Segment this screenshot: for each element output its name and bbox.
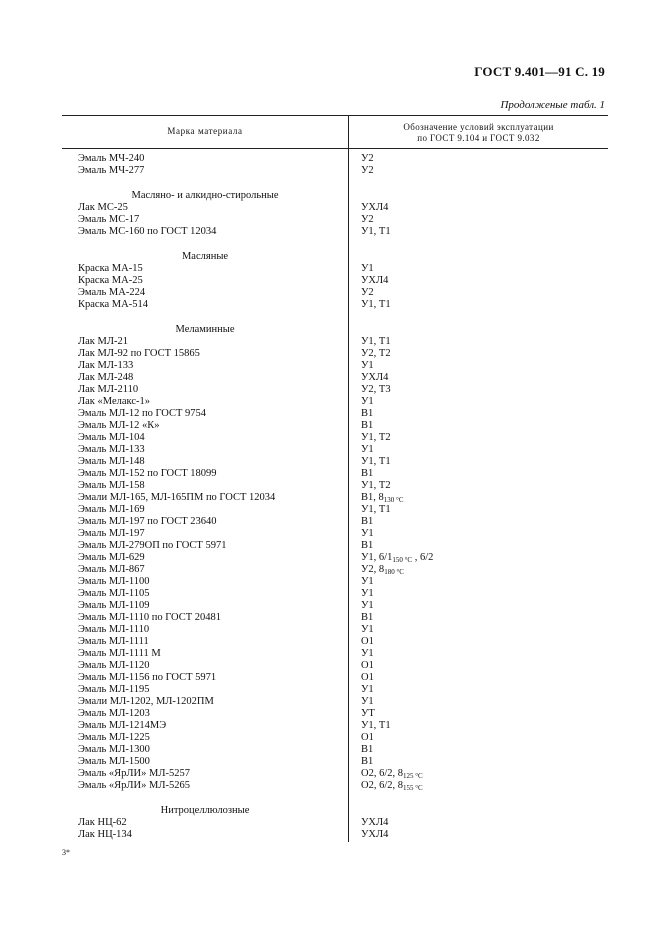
material-name: Эмали МЛ-1202, МЛ-1202ПМ xyxy=(78,696,214,707)
condition-code xyxy=(361,720,391,732)
condition-code-text: В1 xyxy=(361,420,374,431)
condition-code xyxy=(361,480,391,492)
condition-code xyxy=(361,263,374,275)
condition-code xyxy=(361,336,391,348)
table-row xyxy=(62,564,608,576)
material-name: Эмаль МЛ-1300 xyxy=(78,744,150,755)
table-row xyxy=(62,287,608,299)
condition-code xyxy=(361,420,373,432)
material-name: Эмаль МЛ-1111 xyxy=(78,636,149,647)
section-heading-text: Масляно- и алкидно-стирольные xyxy=(131,190,279,201)
condition-code xyxy=(361,744,373,756)
condition-code-text: УТ xyxy=(361,708,375,719)
condition-code-text: У1 xyxy=(361,684,374,695)
material-name: Краска МА-514 xyxy=(78,299,148,310)
condition-code xyxy=(361,432,391,444)
material-name: Эмаль МЛ-1110 по ГОСТ 20481 xyxy=(78,612,222,623)
section-heading xyxy=(62,189,608,202)
condition-code-text: У2, 8 xyxy=(361,564,385,575)
material-name: Эмаль МЛ-1156 по ГОСТ 5971 xyxy=(78,672,217,683)
table-row xyxy=(62,732,608,744)
condition-code-text: В1 xyxy=(361,540,374,551)
material-name: Лак МС-25 xyxy=(78,202,128,213)
condition-code xyxy=(361,708,375,720)
material-name: Эмаль МЛ-148 xyxy=(78,456,145,467)
table-row xyxy=(62,275,608,287)
condition-code xyxy=(361,672,374,684)
table-row xyxy=(62,504,608,516)
material-name: Эмаль МЛ-158 xyxy=(78,480,145,491)
row-spacer xyxy=(62,311,608,323)
table-header-rule xyxy=(62,148,608,149)
material-name: Эмаль МЛ-1195 xyxy=(78,684,150,695)
condition-code xyxy=(361,444,374,456)
table-top-rule xyxy=(62,115,608,116)
material-name: Эмаль МЧ-277 xyxy=(78,165,145,176)
condition-code xyxy=(361,588,374,600)
condition-code-text: У1 xyxy=(361,588,374,599)
condition-code-text: У1 xyxy=(361,360,374,371)
material-name: Эмаль МС-17 xyxy=(78,214,140,225)
table-row xyxy=(62,576,608,588)
condition-code-text: УХЛ4 xyxy=(361,202,389,213)
condition-code xyxy=(361,829,388,841)
material-name: Эмаль «ЯрЛИ» МЛ-5257 xyxy=(78,768,190,779)
condition-code-text: У2 xyxy=(361,287,374,298)
material-name: Лак МЛ-248 xyxy=(78,372,134,383)
condition-code xyxy=(361,516,373,528)
table-row xyxy=(62,768,608,780)
table-row xyxy=(62,360,608,372)
table-row xyxy=(62,468,608,480)
table-row xyxy=(62,153,608,165)
condition-code xyxy=(361,287,374,299)
material-name: Лак МЛ-133 xyxy=(78,360,134,371)
condition-code-text: У2 xyxy=(361,153,374,164)
table-body xyxy=(62,153,608,841)
material-name: Эмаль МЛ-867 xyxy=(78,564,145,575)
table-row xyxy=(62,432,608,444)
table-row xyxy=(62,444,608,456)
section-heading-text: Меламинные xyxy=(175,324,235,335)
section-heading xyxy=(62,323,608,336)
condition-code xyxy=(361,456,391,468)
condition-code-text: О1 xyxy=(361,672,374,683)
condition-code xyxy=(361,468,373,480)
table-row xyxy=(62,829,608,841)
condition-temperature-subscript: 180 °С xyxy=(384,568,404,576)
condition-code xyxy=(361,492,403,504)
condition-code xyxy=(361,648,374,660)
material-name: Лак НЦ-134 xyxy=(78,829,132,840)
table-row xyxy=(62,336,608,348)
column-header-conditions-line2: по ГОСТ 9.104 и ГОСТ 9.032 xyxy=(417,133,540,143)
material-name: Эмаль МЛ-1105 xyxy=(78,588,150,599)
material-name: Эмаль МЛ-1203 xyxy=(78,708,150,719)
table-row xyxy=(62,696,608,708)
table-continuation-label: Продолженые табл. 1 xyxy=(500,99,605,111)
condition-code-text: О1 xyxy=(361,660,374,671)
column-header-conditions xyxy=(349,122,608,144)
table-row xyxy=(62,263,608,275)
condition-temperature-subscript: 155 °С xyxy=(403,784,423,792)
condition-code-text: У1, Т1 xyxy=(361,336,391,347)
condition-code-text: У1, Т2 xyxy=(361,480,391,491)
condition-code-text: В1 xyxy=(361,408,374,419)
condition-code-text: У1, Т1 xyxy=(361,226,391,237)
material-name: Эмаль МЛ-279ОП по ГОСТ 5971 xyxy=(78,540,227,551)
condition-code-text: УХЛ4 xyxy=(361,372,389,383)
condition-code-text: У1 xyxy=(361,576,374,587)
column-header-conditions-line1: Обозначение условий эксплуатации xyxy=(403,122,554,132)
condition-code-text: У1, Т1 xyxy=(361,299,391,310)
condition-code-text: УХЛ4 xyxy=(361,829,389,840)
condition-code xyxy=(361,780,423,792)
condition-code xyxy=(361,372,388,384)
condition-code xyxy=(361,202,388,214)
table-row xyxy=(62,660,608,672)
table-row xyxy=(62,202,608,214)
condition-code-text: О2, 6/2, 8 xyxy=(361,780,403,791)
table-row xyxy=(62,672,608,684)
condition-code-text: У1 xyxy=(361,528,374,539)
material-name: Лак МЛ-21 xyxy=(78,336,128,347)
condition-temperature-subscript: 125 °С xyxy=(403,772,423,780)
condition-code xyxy=(361,564,404,576)
condition-code xyxy=(361,817,388,829)
material-name: Эмаль МЛ-1109 xyxy=(78,600,150,611)
material-name: Эмаль МЛ-104 xyxy=(78,432,145,443)
material-name: Эмали МЛ-165, МЛ-165ПМ по ГОСТ 12034 xyxy=(78,492,276,503)
condition-code-text: В1 xyxy=(361,756,374,767)
condition-code-text: У2 xyxy=(361,165,374,176)
section-heading-text: Нитроцеллюлозные xyxy=(160,805,250,816)
condition-code-text: В1, 8 xyxy=(361,492,384,503)
condition-code xyxy=(361,528,374,540)
condition-code xyxy=(361,624,374,636)
page-footnote-mark: 3* xyxy=(62,848,70,857)
table-row xyxy=(62,408,608,420)
condition-code-text: УХЛ4 xyxy=(361,817,389,828)
condition-code xyxy=(361,396,374,408)
table-row xyxy=(62,648,608,660)
condition-code-text: УХЛ4 xyxy=(361,275,389,286)
condition-code xyxy=(361,684,374,696)
table-row xyxy=(62,708,608,720)
condition-code-text: У1, Т1 xyxy=(361,720,391,731)
condition-code-text: В1 xyxy=(361,612,374,623)
condition-code xyxy=(361,275,388,287)
material-name: Лак НЦ-62 xyxy=(78,817,127,828)
material-name: Эмаль МЛ-1120 xyxy=(78,660,150,671)
material-name: Краска МА-25 xyxy=(78,275,143,286)
row-spacer xyxy=(62,177,608,189)
material-name: Эмаль МЛ-1225 xyxy=(78,732,150,743)
condition-code-text: У1 xyxy=(361,444,374,455)
condition-code-suffix: , 6/2 xyxy=(412,552,434,563)
page-header-title: ГОСТ 9.401—91 С. 19 xyxy=(474,64,605,79)
table-row xyxy=(62,588,608,600)
material-name: Эмаль МЛ-1100 xyxy=(78,576,150,587)
material-name: Эмаль МА-224 xyxy=(78,287,146,298)
material-name: Эмаль МС-160 по ГОСТ 12034 xyxy=(78,226,217,237)
condition-code xyxy=(361,768,423,780)
material-name: Эмаль МЛ-12 по ГОСТ 9754 xyxy=(78,408,207,419)
condition-code xyxy=(361,348,391,360)
condition-code xyxy=(361,384,391,396)
material-name: Эмаль МЛ-133 xyxy=(78,444,145,455)
material-name: Эмаль МЛ-197 xyxy=(78,528,145,539)
table-row xyxy=(62,780,608,792)
condition-code-text: У1 xyxy=(361,263,374,274)
table-row xyxy=(62,720,608,732)
table-row xyxy=(62,456,608,468)
condition-code xyxy=(361,165,374,177)
table-row xyxy=(62,372,608,384)
condition-code-text: О1 xyxy=(361,636,374,647)
section-heading xyxy=(62,804,608,817)
condition-temperature-subscript: 130 °С xyxy=(383,496,404,504)
table-row xyxy=(62,226,608,238)
condition-code-text: У1, Т1 xyxy=(361,504,391,515)
condition-code xyxy=(361,540,373,552)
condition-code-text: У1 xyxy=(361,600,374,611)
section-heading-text: Масляные xyxy=(181,251,229,262)
material-name: Эмаль МЛ-197 по ГОСТ 23640 xyxy=(78,516,217,527)
condition-code-text: У2, Т3 xyxy=(361,384,391,395)
condition-code xyxy=(361,576,374,588)
condition-code-text: В1 xyxy=(361,468,374,479)
table-row xyxy=(62,516,608,528)
material-name: Лак «Мелакс-1» xyxy=(78,396,151,407)
table-row xyxy=(62,492,608,504)
section-heading xyxy=(62,250,608,263)
condition-code-text: У1 xyxy=(361,696,374,707)
condition-code-text: У2, Т2 xyxy=(361,348,391,359)
table-row xyxy=(62,684,608,696)
condition-code xyxy=(361,226,391,238)
condition-code-text: У1, Т2 xyxy=(361,432,391,443)
table-row xyxy=(62,624,608,636)
condition-code xyxy=(361,612,373,624)
material-name: Эмаль МЛ-12 «К» xyxy=(78,420,160,431)
condition-code xyxy=(361,756,373,768)
material-name: Эмаль МЛ-1500 xyxy=(78,756,150,767)
column-header-material: Марка материала xyxy=(167,126,243,136)
condition-code xyxy=(361,214,374,226)
table-row xyxy=(62,348,608,360)
condition-code xyxy=(361,299,391,311)
row-spacer xyxy=(62,238,608,250)
material-name: Краска МА-15 xyxy=(78,263,143,274)
table-row xyxy=(62,299,608,311)
condition-code xyxy=(361,360,374,372)
table-row xyxy=(62,756,608,768)
condition-code-text: У1, 6/1 xyxy=(361,552,393,563)
condition-code xyxy=(361,153,374,165)
table-row xyxy=(62,540,608,552)
condition-code xyxy=(361,600,374,612)
condition-code-text: О1 xyxy=(361,732,374,743)
table-row xyxy=(62,552,608,564)
condition-code-text: У1 xyxy=(361,624,374,635)
material-name: Эмаль МЛ-152 по ГОСТ 18099 xyxy=(78,468,217,479)
material-name: Эмаль МЛ-1110 xyxy=(78,624,150,635)
table-row xyxy=(62,214,608,226)
condition-code-text: В1 xyxy=(361,744,374,755)
condition-code-text: У1, Т1 xyxy=(361,456,391,467)
material-name: Лак МЛ-92 по ГОСТ 15865 xyxy=(78,348,200,359)
table-row xyxy=(62,600,608,612)
condition-temperature-subscript: 150 °С xyxy=(392,556,413,564)
table-row xyxy=(62,420,608,432)
condition-code xyxy=(361,696,374,708)
material-name: Эмаль МЧ-240 xyxy=(78,153,145,164)
material-name: Эмаль МЛ-1214МЭ xyxy=(78,720,167,731)
condition-code-text: У1 xyxy=(361,648,374,659)
material-name: Эмаль МЛ-169 xyxy=(78,504,145,515)
table-row xyxy=(62,636,608,648)
table-row xyxy=(62,480,608,492)
condition-code xyxy=(361,636,374,648)
material-name: Эмаль «ЯрЛИ» МЛ-5265 xyxy=(78,780,190,791)
condition-code xyxy=(361,408,373,420)
material-name: Эмаль МЛ-629 xyxy=(78,552,145,563)
table-row xyxy=(62,817,608,829)
condition-code-text: У1 xyxy=(361,396,374,407)
table-row xyxy=(62,165,608,177)
condition-code-text: В1 xyxy=(361,516,374,527)
row-spacer xyxy=(62,792,608,804)
condition-code xyxy=(361,732,374,744)
table-row xyxy=(62,528,608,540)
condition-code xyxy=(361,552,433,564)
table-row xyxy=(62,612,608,624)
table-row xyxy=(62,384,608,396)
condition-code-text: О2, 6/2, 8 xyxy=(361,768,403,779)
condition-code-text: У2 xyxy=(361,214,374,225)
table-row xyxy=(62,396,608,408)
material-name: Эмаль МЛ-1111 М xyxy=(78,648,161,659)
table-row xyxy=(62,744,608,756)
material-name: Лак МЛ-2110 xyxy=(78,384,139,395)
condition-code xyxy=(361,504,391,516)
condition-code xyxy=(361,660,374,672)
